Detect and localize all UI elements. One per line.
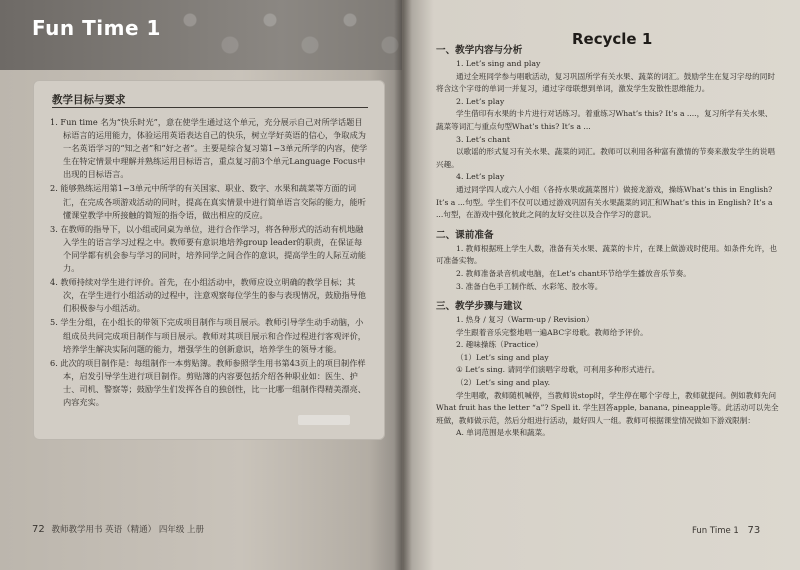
chapter-title: Fun Time 1 xyxy=(32,16,161,40)
right-footer-text: Fun Time 1 xyxy=(692,526,739,536)
header-pattern xyxy=(170,0,402,70)
paragraph: 2. 教师准备录音机或电脑，在Let’s chant环节给学生播放音乐节奏。 xyxy=(456,268,691,278)
section-heading: 一、教学内容与分析 xyxy=(436,45,523,56)
subsection-heading: 3. Let’s chant xyxy=(456,134,510,144)
section-divider xyxy=(52,107,368,108)
book-gutter xyxy=(394,0,412,570)
subsection-heading: 4. Let’s play xyxy=(456,172,505,182)
goal-list xyxy=(50,116,370,410)
paragraph: 3. 准备白色手工制作纸、水彩笔、胶水等。 xyxy=(456,281,603,291)
left-footer-text: 教师教学用书 英语（精通） 四年级 上册 xyxy=(51,525,205,535)
goal-item: 5. 学生分组，在小组长的带领下完成项目制作与项目展示。教师引导学生动手动脑，小组成员共同完成项目制作与项目展示。教师对其项目展示和合作过程进行客观评价，培养学生解决实际问题的能力，增强学生的创新意识，培养学生的领导才能。 xyxy=(50,317,366,354)
faint-stamp xyxy=(298,415,350,425)
right-page-number: 73 xyxy=(747,525,761,536)
paragraph: 学生唱歌，教师随机喊停，当教师说stop时，学生停在哪个字母上，教师就提问。例如教师先问What fruit has the letter “a”? Spell it. 学生回答apple, banana, pineapple等。此活动可以先全班做，教师做示范，然后分组进行活动，最好四人一组。教师可根据课堂情况做如下游戏限制： xyxy=(436,390,779,425)
paragraph: （2）Let’s sing and play. xyxy=(456,378,551,388)
left-page-number: 72 xyxy=(32,524,45,535)
left-page-footer xyxy=(32,523,204,535)
goal-item: 6. 此次的项目制作是：每组制作一本剪贴簿。教师参照学生用书第43页上的项目制作样本，启发引导学生进行项目制作。剪贴簿的内容要包括介绍各种职业如：医生、护士、司机、警察等；鼓励学生们发挥各自的独创性，比一比哪一组制作得精美漂亮、内容充实。 xyxy=(50,357,366,407)
unit-title: Recycle 1 xyxy=(572,30,653,48)
subsection-heading: 1. Let’s sing and play xyxy=(456,59,541,68)
goal-item: 3. 在教师的指导下，以小组或同桌为单位，进行合作学习，将各种形式的活动有机地融入学生的语言学习过程之中。教师要有意识地培养group leader的职责，在保证每个同学都有机会参与学习的同时，培养同学之间合作的意识，提高学生的人际互动能力。 xyxy=(50,223,366,274)
section-gap xyxy=(436,293,780,300)
paragraph: 1. 热身 / 复习（Warm-up / Revision） xyxy=(456,315,594,325)
section-title: 教学目标与要求 xyxy=(52,94,126,106)
section-gap xyxy=(436,222,780,229)
subsection-heading: 2. Let’s play xyxy=(456,96,505,106)
goal-item: 4. 教师持续对学生进行评价。首先，在小组活动中，教师应设立明确的教学目标；其次，在学生进行小组活动的过程中，注意观察每位学生的参与表现情况，鼓励指导他们积极参与小组活动。 xyxy=(50,277,366,314)
goal-item: 2. 能够熟练运用第1~3单元中所学的有关国家、职业、数字、水果和蔬菜等方面的词汇，在完成各项游戏活动的同时，提高在真实情景中进行简单语言交际的能力，能听懂课堂教学中所接触的简短的指令语，做出相应的反应。 xyxy=(50,183,366,220)
paragraph: 学生跟着音乐完整地唱一遍ABC字母歌。教师给予评价。 xyxy=(456,327,648,337)
paragraph: 通过全班同学参与唱歌活动，复习巩固所学有关水果、蔬菜的词汇。鼓励学生在复习字母的同时将含这个字母的单词一并复习，通过字母联想到单词，激发学生发散性思维能力。 xyxy=(436,71,775,94)
paragraph: ① Let’s sing. 请同学们演唱字母歌，可利用多种形式进行。 xyxy=(456,365,660,375)
section-heading: 三、教学步骤与建议 xyxy=(436,301,523,313)
section-heading: 二、课前准备 xyxy=(436,229,494,241)
goal-item: 1. Fun time 名为“快乐时光”，意在使学生通过这个单元，充分展示自己对所学话题目标语言的运用能力，体验运用英语表达自己的快乐，树立学好英语的信心，争取成为一名英语学习的“知之者”和“好之者”。主要是综合复习第1~3单元所学的内容，使学生在特定情景中理解并熟练运用目标语言，重点复习前3个单元Language Focus中出现的目标语言。 xyxy=(50,117,368,180)
paragraph: 1. 教师根据班上学生人数，准备有关水果、蔬菜的卡片，在课上做游戏时使用。如条件允许，也可准备实物。 xyxy=(436,243,777,266)
paragraph: 2. 趣味操练（Practice） xyxy=(456,340,543,350)
paragraph: 通过同学四人或六人小组（各持水果或蔬菜图片）做接龙游戏，操练What’s this in English? It’s a ...句型。学生们不仅可以通过游戏巩固有关水果蔬菜的词汇和What’s this in English? It’s a ...句型，在游戏中强化彼此之间的友好交往以及合作学习的意识。 xyxy=(436,184,773,220)
paragraph: 以歌谣的形式复习有关水果、蔬菜的词汇。教师可以利用各种富有激情的节奏来激发学生的说唱兴趣。 xyxy=(436,147,775,169)
paragraph: A. 单词范围是水果和蔬菜。 xyxy=(456,428,550,438)
right-page-footer xyxy=(692,525,760,536)
paragraph: 学生借印有水果的卡片进行对话练习。着重练习What’s this? It’s a ....，复习所学有关水果、蔬菜等词汇与重点句型What’s this? It’s a ... xyxy=(436,109,773,131)
paragraph: （1）Let’s sing and play xyxy=(456,352,549,362)
right-page-body xyxy=(436,44,780,440)
